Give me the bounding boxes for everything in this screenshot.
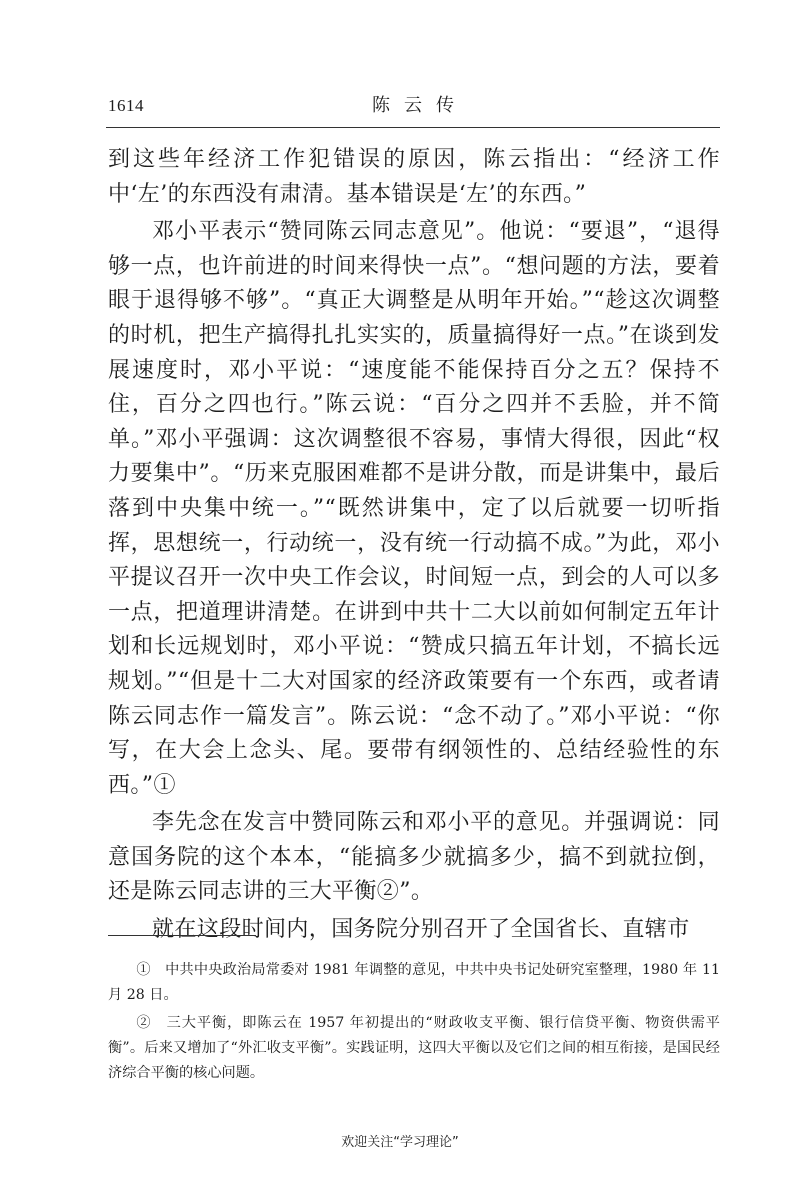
paragraph-deng-xiaoping: 邓小平表示“赞同陈云同志意见”。他说：“要退”，“退得够一点，也许前进的时间来得快一点”。“想问题的方法，要着眼于退得够不够”。“真正大调整是从明年开始。”“趁这次调整的时机，把生产搞得扎扎实实的，质量搞得好一点。”在谈到发展速度时，邓小平说：“速度能不能保持百分之五？保持不住，百分之四也行。”陈云说：“百分之四并不丢脸，并不简单。”邓小平强调：这次调整很不容易，事情大得很，因此“权力要集中”。“历来克服困难都不是讲分散，而是讲集中，最后落到中央集中统一。”“既然讲集中，定了以后就要一切听指挥，思想统一，行动统一，没有统一行动搞不成。”为此，邓小平提议召开一次中央工作会议，时间短一点，到会的人可以多一点，把道理讲清楚。在讲到中共十二大以前如何制定五年计划和长远规划时，邓小平说：“赞成只搞五年计划，不搞长远规划。”“但是十二大对国家的经济政策要有一个东西，或者请陈云同志作一篇发言”。陈云说：“念不动了。”邓小平说：“你写，在大会上念头、尾。要带有纲领性的、总结经验性的东西。”① xyxy=(108,219,720,798)
body-text xyxy=(108,143,720,951)
paragraph-state-council: 就在这段时间内，国务院分别召开了全国省长、直辖市 xyxy=(152,917,690,943)
paragraph-continuation: 到这些年经济工作犯错误的原因，陈云指出：“经济工作中‘左’的东西没有肃清。基本错误是‘左’的东西。” xyxy=(108,147,720,207)
footnote-2: ② 三大平衡，即陈云在 1957 年初提出的“财政收支平衡、银行信贷平衡、物资供需平衡”。后来又增加了“外汇收支平衡”。实践证明，这四大平衡以及它们之间的相互衔接，是国民经济综合平衡的核心问题。 xyxy=(108,1015,720,1081)
running-title: 陈云传 xyxy=(372,95,468,116)
footnote-1: ① 中共中央政治局常委对 1981 年调整的意见，中共中央书记处研究室整理，1980 年 11 月 28 日。 xyxy=(108,962,720,1003)
page-header xyxy=(108,94,718,118)
footnotes xyxy=(108,958,720,1089)
page-footer: 欢迎关注“学习理论” xyxy=(341,1135,459,1150)
header-rule xyxy=(106,127,720,128)
footnote-rule xyxy=(108,935,256,936)
page-number: 1614 xyxy=(108,96,144,115)
paragraph-li-xiannian: 李先念在发言中赞同陈云和邓小平的意见。并强调说：同意国务院的这个本本，“能搞多少就搞多少，搞不到就拉倒，还是陈云同志讲的三大平衡②”。 xyxy=(108,810,720,905)
